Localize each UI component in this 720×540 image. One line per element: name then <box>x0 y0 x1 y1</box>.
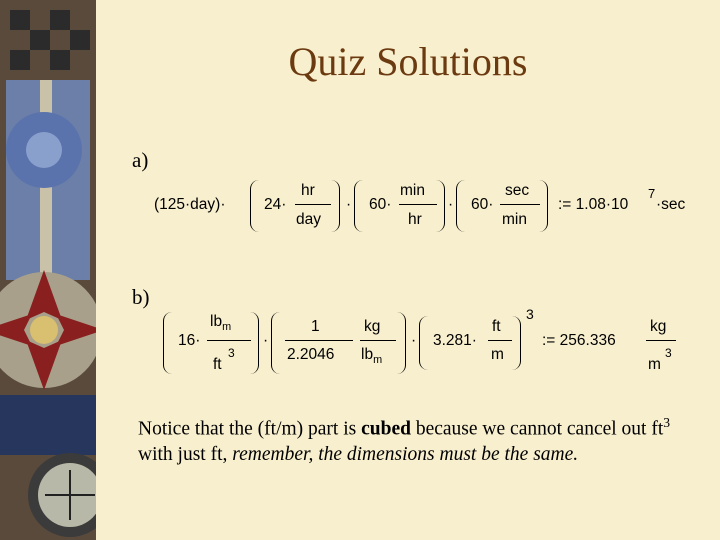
eq-b-result-den-exp: 3 <box>665 346 672 360</box>
notice-italic: remember, the dimensions must be the same. <box>232 443 579 465</box>
eq-b-f1-line <box>207 340 251 341</box>
eq-b-f2-unit-den-wrap <box>361 346 382 366</box>
eq-b-f1-den: ft <box>213 356 222 373</box>
notice-paragraph <box>138 414 698 467</box>
eq-a-dot2: · <box>448 196 454 213</box>
eq-b-f3-line <box>488 340 512 341</box>
eq-b-paren-close-3 <box>512 316 521 370</box>
notice-text-3: with just ft, <box>138 443 233 465</box>
eq-b-f3-coef: 3.281· <box>433 332 477 349</box>
eq-b-result-den: m <box>648 356 661 373</box>
eq-a-f2-coef: 60· <box>369 196 392 213</box>
eq-a-lhs: (125·day)· <box>154 196 226 213</box>
eq-b-f1-coef: 16· <box>178 332 201 349</box>
eq-a-dot1: · <box>346 196 352 213</box>
eq-b-f1-num: lb <box>210 313 223 330</box>
eq-a-paren-open <box>250 180 259 232</box>
eq-a-paren-close-3 <box>539 180 548 232</box>
eq-b-f1-den-exp: 3 <box>228 346 235 360</box>
eq-b-f3-num: ft <box>492 318 501 335</box>
part-b-label: b) <box>132 285 150 309</box>
eq-a-f2-num: min <box>400 182 425 199</box>
notice-text-1: Notice that the (ft/m) part is <box>138 418 362 440</box>
eq-a-f2-line <box>399 204 437 205</box>
eq-a-f2-den: hr <box>408 211 422 228</box>
eq-b-f2-unit-den-sub: m <box>373 354 383 367</box>
eq-b-f1-num-wrap <box>210 313 231 333</box>
eq-a-paren-open-2 <box>354 180 363 232</box>
eq-a-paren-close-2 <box>436 180 445 232</box>
eq-b-f2-unit-den: lb <box>361 346 374 363</box>
eq-b-paren-open-2 <box>271 312 280 374</box>
eq-a-f3-num: sec <box>505 182 530 199</box>
eq-a-f3-den: min <box>502 211 527 228</box>
slide-title: Quiz Solutions <box>288 39 528 84</box>
eq-b-dot1: · <box>263 332 269 349</box>
eq-a-f3-line <box>500 204 540 205</box>
eq-a-result-exp: 7 <box>648 186 656 201</box>
eq-b-f2-unit-line <box>360 340 396 341</box>
eq-b-dot2: · <box>411 332 417 349</box>
decorative-medal-image <box>0 0 96 540</box>
eq-b-f2-unit-num: kg <box>364 318 381 335</box>
eq-a-paren-close <box>331 180 340 232</box>
notice-text-2: because we cannot cancel out ft <box>410 418 664 440</box>
eq-a-f1-num: hr <box>301 182 315 199</box>
eq-b-f3-den: m <box>491 346 504 363</box>
eq-a-result-unit: ·sec <box>656 196 686 213</box>
eq-a-f1-coef: 24· <box>264 196 287 213</box>
eq-b-result: := 256.336 <box>542 332 616 349</box>
part-a-label: a) <box>132 148 149 172</box>
eq-b-result-line <box>646 340 676 341</box>
eq-b-paren-close-2 <box>397 312 406 374</box>
notice-sup: 3 <box>663 415 671 430</box>
eq-b-f2-den: 2.2046 <box>287 346 335 363</box>
eq-a-paren-open-3 <box>456 180 465 232</box>
notice-bold: cubed <box>361 418 411 440</box>
eq-b-f1-num-sub: m <box>222 321 232 334</box>
eq-a-f1-den: day <box>296 211 321 228</box>
eq-b-paren-open <box>163 312 172 374</box>
eq-a-result: := 1.08·10 <box>558 196 629 213</box>
eq-b-f2-num: 1 <box>311 318 320 335</box>
eq-a-f3-coef: 60· <box>471 196 494 213</box>
eq-b-f3-exp: 3 <box>526 306 534 322</box>
eq-b-result-num: kg <box>650 318 667 335</box>
eq-a-f1-line <box>295 204 331 205</box>
eq-b-paren-open-3 <box>419 316 428 370</box>
eq-b-paren-close <box>250 312 259 374</box>
eq-b-f2-line <box>285 340 353 341</box>
